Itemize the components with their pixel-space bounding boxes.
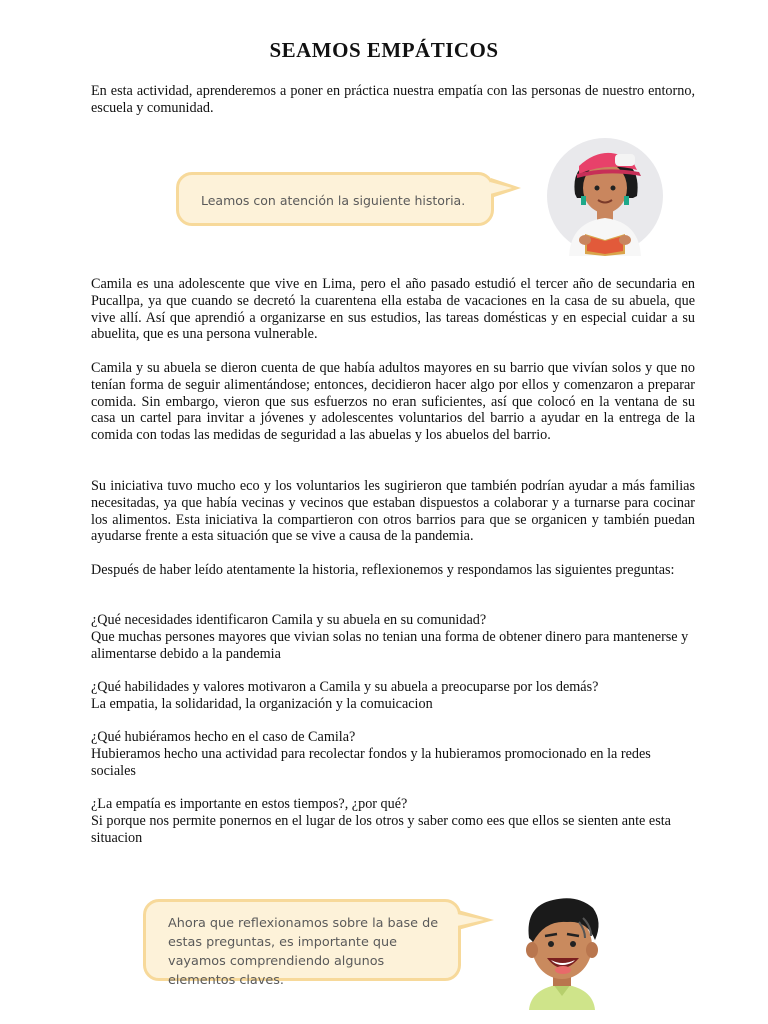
question-text: ¿Qué hubiéramos hecho en el caso de Camila? (91, 729, 356, 745)
qa-item (91, 729, 695, 779)
question-text: ¿Qué necesidades identificaron Camila y su abuela en su comunidad? (91, 612, 487, 628)
instructions-paragraph: Después de haber leído atentamente la historia, reflexionemos y respondamos las siguientes preguntas: (91, 562, 675, 578)
story-paragraph-1: Camila es una adolescente que vive en Lima, pero el año pasado estudió el tercer año de secundaria en Pucallpa, ya que cuando se decretó la cuarentena ella estaba de vacaciones en la casa de su abuela, que vive allí. Así que aprendió a organizarse en sus estudios, las tareas domésticas y en especial cuidar a su abuelita, que es una persona vulnerable. (91, 276, 695, 343)
answer-text: Que muchas persones mayores que vivian solas no tenian una forma de obtener dinero para mantenerse y alimentarse debido a la pandemia (91, 628, 689, 662)
bubble-tail-inner (457, 914, 484, 926)
qa-item (91, 679, 695, 713)
qa-item (91, 796, 695, 846)
page-title: SEAMOS EMPÁTICOS (269, 38, 499, 62)
answer-text: Hubieramos hecho una actividad para recolectar fondos y la hubieramos promocionado en la redes sociales (91, 745, 651, 779)
boy-illustration (507, 888, 617, 1010)
intro-paragraph: En esta actividad, aprenderemos a poner en práctica nuestra empatía con las personas de nuestro entorno, escuela y comunidad. (91, 83, 695, 116)
answer-text: Si porque nos permite ponernos en el lugar de los otros y saber como ees que ellos se sienten ante esta situacion (91, 812, 671, 846)
girl-reading-illustration (545, 136, 665, 256)
qa-item (91, 612, 695, 662)
question-text: ¿La empatía es importante en estos tiempos?, ¿por qué? (91, 796, 408, 812)
answer-text: La empatia, la solidaridad, la organización y la comuicacion (91, 695, 433, 712)
question-text: ¿Qué habilidades y valores motivaron a Camila y su abuela a preocuparse por los demás? (91, 679, 599, 695)
speech-bubble-top (176, 172, 494, 226)
story-paragraph-3: Su iniciativa tuvo mucho eco y los voluntarios les sugirieron que también podrían ayudar a más familias necesitadas, ya que había vecinas y vecinos que estaban dispuestos a colaborar y a turnarse para cocinar los alimentos. Esta iniciativa la compartieron con otros barrios para que se organicen y también puedan ayudarse frente a esta situación que se vive a causa de la pandemia. (91, 478, 695, 545)
speech-bubble-bottom (143, 899, 461, 988)
speech-bubble-bottom-text: Ahora que reflexionamos sobre la base de estas preguntas, es importante que vayamos comprendiendo algunos elementos claves. (168, 916, 439, 988)
bubble-tail-inner (490, 182, 512, 194)
story-paragraph-2: Camila y su abuela se dieron cuenta de que había adultos mayores en su barrio que vivían solos y que no tenían forma de seguir alimentándose; entonces, decidieron hacer algo por ellos y comenzaron a preparar comida. Sin embargo, vieron que sus esfuerzos no eran suficientes, así que colocó en la ventana de su casa un cartel para invitar a jóvenes y adolescentes voluntarios del barrio a ayudar en la entrega de la comida con todas las medidas de seguridad a las abuelas y los abuelos del barrio. (91, 360, 695, 444)
speech-bubble-top-text: Leamos con atención la siguiente historia. (201, 193, 466, 208)
